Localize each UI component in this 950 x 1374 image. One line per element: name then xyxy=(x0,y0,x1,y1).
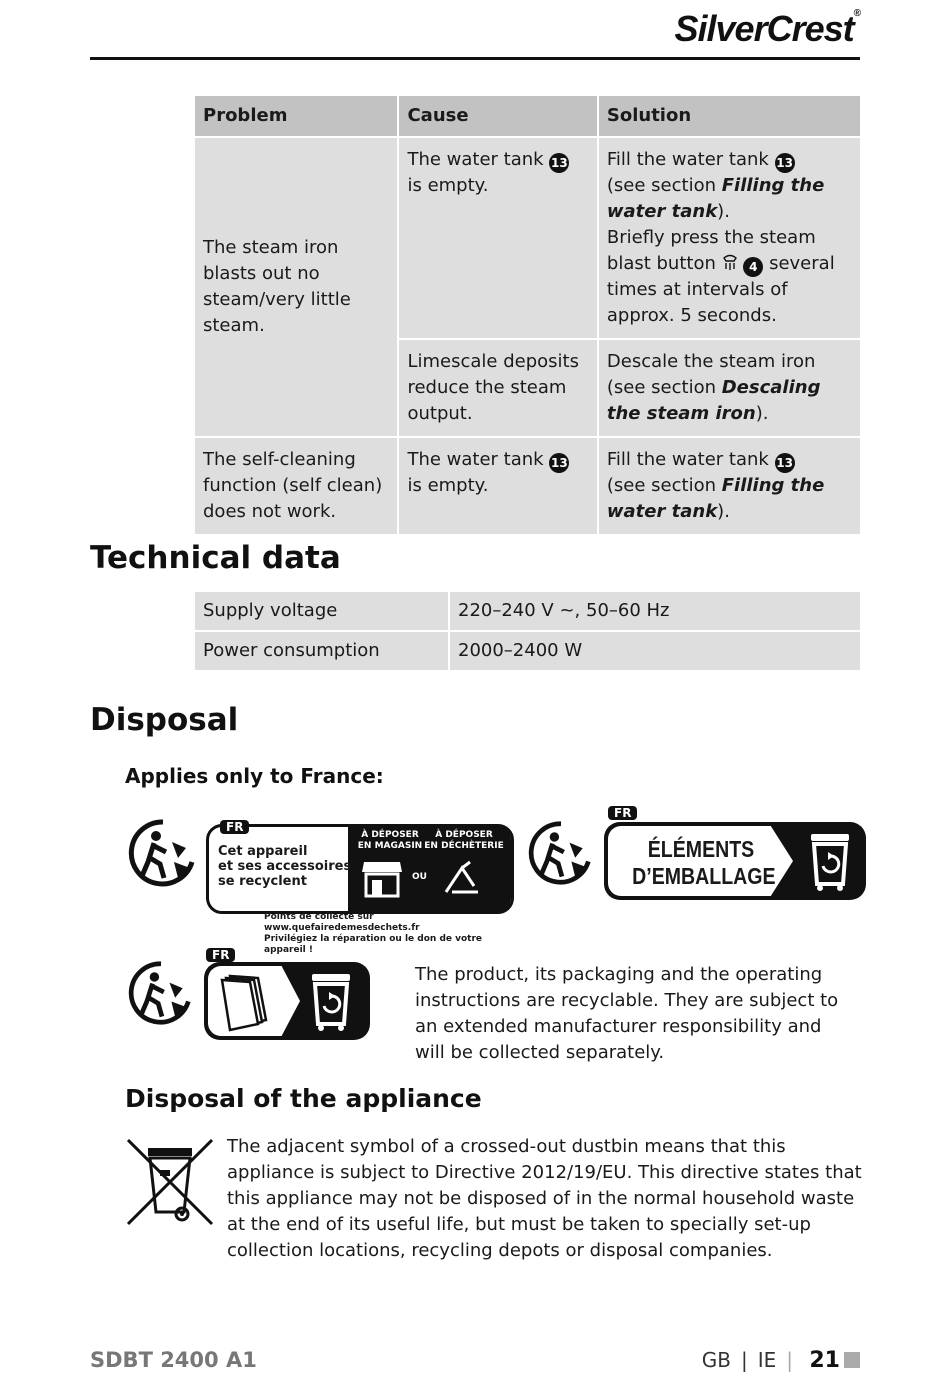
solution-cell: Fill the water tank 13 (see section Filling the water tank). Briefly press the steam blast button 4 several times at intervals of approx. 5 seconds. xyxy=(599,138,860,338)
spec-label: Supply voltage xyxy=(195,592,448,630)
shop-icon xyxy=(360,858,404,898)
triman-icon xyxy=(128,960,194,1026)
spec-label: Power consumption xyxy=(195,632,448,670)
number-13-icon: 13 xyxy=(549,153,569,173)
page-marker-square xyxy=(844,1352,860,1368)
triman-paper-logo xyxy=(128,946,373,1044)
problem-cell: The steam iron blasts out no steam/very little steam. xyxy=(195,138,397,436)
table-row xyxy=(195,592,860,630)
number-4-icon: 4 xyxy=(743,257,763,277)
appliance-disposal-heading: Disposal of the appliance xyxy=(125,1084,482,1113)
cause-cell: The water tank 13 is empty. xyxy=(399,438,596,534)
fr-badge: FR xyxy=(608,806,637,820)
page-number: 21 xyxy=(809,1348,840,1373)
triman-packaging-logo: FR ÉLÉMENTS D’EMBALLAGE xyxy=(528,806,873,906)
number-13-icon: 13 xyxy=(775,453,795,473)
triman-icon xyxy=(128,818,198,888)
fr-badge: FR xyxy=(220,820,249,834)
recycle-bin-icon xyxy=(308,970,354,1032)
recycle-bin-icon xyxy=(807,830,853,892)
brand-logo: SilverCrest® xyxy=(674,8,860,49)
language-ie: IE xyxy=(757,1348,777,1372)
triman-icon xyxy=(528,820,594,886)
number-13-icon: 13 xyxy=(549,453,569,473)
table-row xyxy=(195,632,860,670)
header-problem: Problem xyxy=(195,96,397,136)
recycle-paragraph: The product, its packaging and the operating instructions are recyclable. They are subject to an extended manufacturer responsibility and will be collected separately. xyxy=(415,964,839,1063)
problem-cell: The self-cleaning function (self clean) does not work. xyxy=(195,438,397,534)
paper-stack-icon xyxy=(216,970,276,1032)
technical-data-table xyxy=(193,590,862,672)
solution-cell: Descale the steam iron (see section Descaling the steam iron). xyxy=(599,340,860,436)
fr-badge: FR xyxy=(206,948,235,962)
header-rule xyxy=(90,57,860,60)
cause-cell: The water tank 13 is empty. xyxy=(399,138,596,338)
language-gb: GB xyxy=(701,1348,731,1372)
technical-data-heading: Technical data xyxy=(90,540,341,576)
table-row xyxy=(195,438,860,534)
spec-value: 2000–2400 W xyxy=(450,632,860,670)
spec-value: 220–240 V ~, 50–60 Hz xyxy=(450,592,860,630)
crossed-out-dustbin-icon xyxy=(124,1136,216,1228)
table-header-row xyxy=(195,96,860,136)
page-footer: GB | IE | 21 xyxy=(702,1348,860,1373)
solution-cell: Fill the water tank 13 (see section Filling the water tank). xyxy=(599,438,860,534)
france-heading: Applies only to France: xyxy=(125,764,384,788)
number-13-icon: 13 xyxy=(775,153,795,173)
waste-center-icon xyxy=(440,858,484,898)
table-row xyxy=(195,138,860,338)
troubleshooting-table xyxy=(193,94,862,536)
steam-blast-icon xyxy=(722,252,738,272)
header-solution: Solution xyxy=(599,96,860,136)
triman-appliance-logo: FR Cet appareil et ses accessoires se recyclent À DÉPOSER EN MAGASIN À DÉPOSER EN DÉCHÈTERIE OU Points de collecte sur www.quefairedemesdechets.fr Privilégiez la réparation ou le don de votre appareil ! xyxy=(128,818,518,940)
model-number: SDBT 2400 A1 xyxy=(90,1348,257,1372)
disposal-heading: Disposal xyxy=(90,702,239,738)
cause-cell: Limescale deposits reduce the steam output. xyxy=(399,340,596,436)
appliance-paragraph: The adjacent symbol of a crossed-out dustbin means that this appliance is subject to Directive 2012/19/EU. This directive states that this appliance may not be disposed of in the normal household waste at the end of its useful life, but must be taken to specially set-up collection locations, recycling depots or disposal companies. xyxy=(227,1136,862,1261)
header-cause: Cause xyxy=(399,96,596,136)
